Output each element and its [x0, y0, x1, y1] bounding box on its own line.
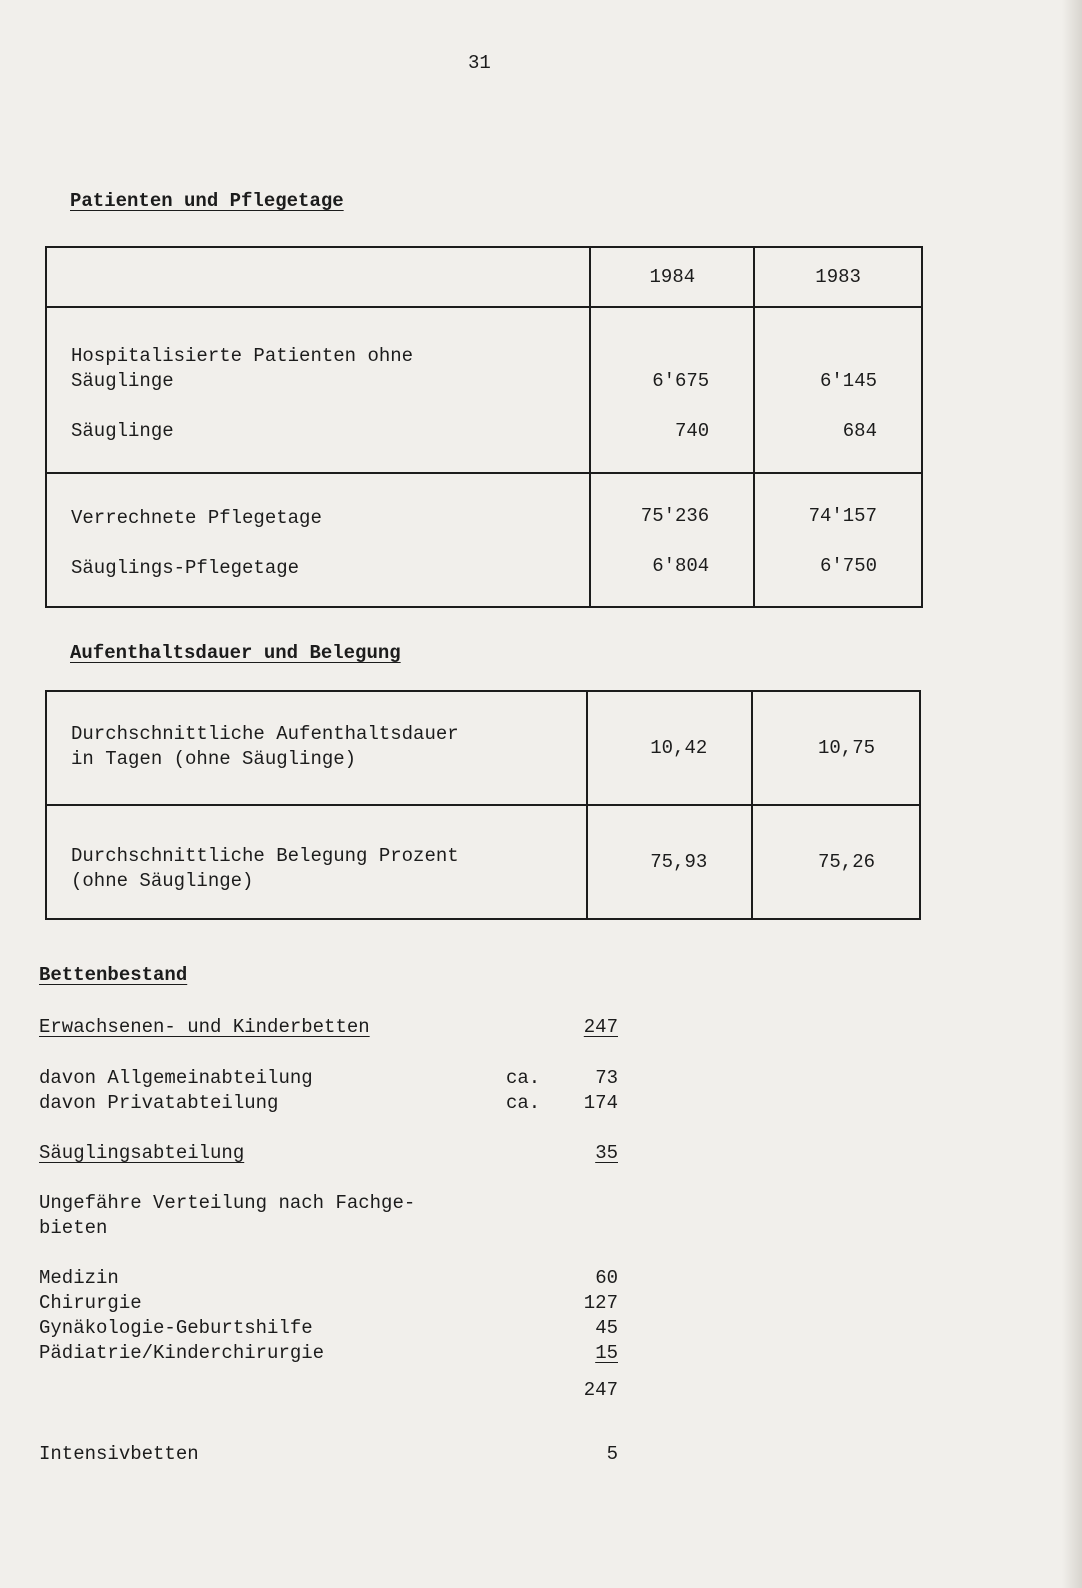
duration-table: [45, 690, 921, 920]
specialty-value: 45: [595, 1317, 618, 1339]
cell-value: 74'157: [808, 505, 877, 527]
row-label: in Tagen (ohne Säuglinge): [71, 748, 357, 770]
row-label: (ohne Säuglinge): [71, 870, 254, 892]
specialties-total: 247: [583, 1379, 618, 1401]
value-cell-1983: [754, 307, 922, 473]
table-row: [46, 691, 920, 805]
label-cell: [46, 691, 587, 805]
section-title-beds: Bettenbestand: [39, 964, 188, 986]
value-cell-1983: [752, 805, 920, 919]
row-label: Hospitalisierte Patienten ohne: [71, 345, 414, 367]
distribution-line2: bieten: [39, 1217, 108, 1239]
specialty-value: 127: [583, 1292, 618, 1314]
year-1983-header: 1983: [754, 247, 922, 307]
year-1984-header: 1984: [590, 247, 754, 307]
table-row: [46, 307, 922, 473]
table-header-empty: [46, 247, 590, 307]
label-cell: [46, 805, 587, 919]
specialty-label: Medizin: [39, 1267, 119, 1289]
table-header-row: [46, 247, 922, 307]
value-cell-1984: [590, 473, 754, 607]
section-title-patients: Patienten und Pflegetage: [70, 190, 344, 212]
page-number: 31: [468, 52, 491, 74]
value-cell-1983: [752, 691, 920, 805]
patients-table: [45, 246, 923, 608]
row-label: Säuglinge: [71, 370, 174, 392]
cell-value: 6'750: [819, 555, 877, 577]
privat-approx: ca.: [506, 1092, 541, 1114]
section-title-duration: Aufenthaltsdauer und Belegung: [70, 642, 401, 664]
label-cell: [46, 307, 590, 473]
table-row: [46, 805, 920, 919]
privat-label: davon Privatabteilung: [39, 1092, 279, 1114]
label-cell: [46, 473, 590, 607]
row-label: Verrechnete Pflegetage: [71, 507, 322, 529]
specialty-value: 60: [595, 1267, 618, 1289]
privat-value: 174: [583, 1092, 618, 1114]
cell-value: 6'145: [819, 370, 877, 392]
specialty-label: Chirurgie: [39, 1292, 142, 1314]
value-cell-1983: [754, 473, 922, 607]
row-label: Durchschnittliche Aufenthaltsdauer: [71, 723, 459, 745]
infants-value: 35: [595, 1142, 618, 1164]
cell-value: 740: [675, 420, 710, 442]
value-cell-1984: [587, 691, 753, 805]
cell-value: 75'236: [640, 505, 710, 527]
allgemein-label: davon Allgemeinabteilung: [39, 1067, 313, 1089]
cell-value: 6'804: [652, 555, 710, 577]
cell-value: 10,75: [817, 736, 875, 759]
row-label: Säuglinge: [71, 420, 174, 442]
intensive-label: Intensivbetten: [39, 1443, 199, 1465]
specialty-label: Pädiatrie/Kinderchirurgie: [39, 1342, 325, 1364]
specialty-value: 15: [595, 1342, 618, 1364]
cell-value: 75,26: [817, 850, 875, 873]
cell-value: 684: [842, 420, 877, 442]
adult-beds-label: Erwachsenen- und Kinderbetten: [39, 1016, 370, 1038]
distribution-line1: Ungefähre Verteilung nach Fachge-: [39, 1192, 416, 1214]
row-label: Durchschnittliche Belegung Prozent: [71, 845, 459, 867]
allgemein-approx: ca.: [506, 1067, 541, 1089]
value-cell-1984: [590, 307, 754, 473]
cell-value: 75,93: [650, 850, 708, 873]
specialty-label: Gynäkologie-Geburtshilfe: [39, 1317, 313, 1339]
value-cell-1984: [587, 805, 753, 919]
allgemein-value: 73: [595, 1067, 618, 1089]
page-edge: [1062, 0, 1082, 1588]
row-label: Säuglings-Pflegetage: [71, 557, 300, 579]
cell-value: 6'675: [652, 370, 710, 392]
adult-beds-value: 247: [583, 1016, 618, 1038]
cell-value: 10,42: [650, 736, 708, 759]
intensive-value: 5: [606, 1443, 618, 1465]
table-row: [46, 473, 922, 607]
infants-label: Säuglingsabteilung: [39, 1142, 245, 1164]
